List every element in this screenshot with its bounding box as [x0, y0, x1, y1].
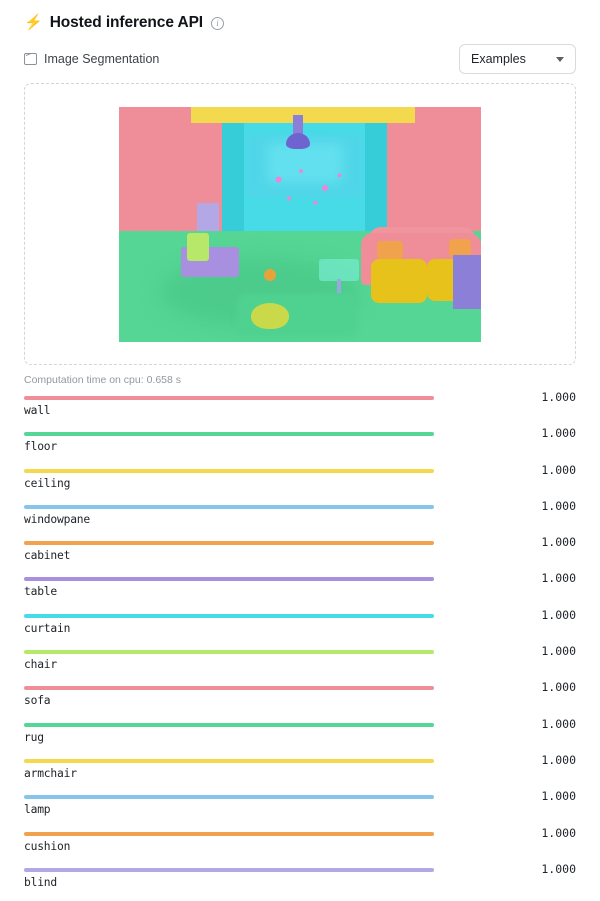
result-score: 1.000 — [541, 789, 576, 804]
score-bar — [24, 759, 434, 763]
result-score: 1.000 — [541, 716, 576, 731]
segmentation-preview-image — [119, 107, 481, 342]
result-label: wall — [24, 404, 51, 417]
info-icon[interactable]: i — [211, 17, 224, 30]
task-bar — [24, 44, 576, 74]
result-score: 1.000 — [541, 390, 576, 404]
list-item — [24, 426, 576, 465]
score-bar — [24, 868, 434, 872]
result-score: 1.000 — [541, 462, 576, 477]
result-score: 1.000 — [541, 752, 576, 767]
score-bar — [24, 541, 434, 545]
result-label: cushion — [24, 839, 71, 853]
result-score: 1.000 — [541, 680, 576, 695]
list-item — [24, 716, 576, 756]
result-score: 1.000 — [541, 644, 576, 659]
list-item — [24, 789, 576, 828]
score-bar — [24, 723, 434, 727]
computation-time: Computation time on cpu: 0.658 s — [24, 374, 182, 386]
list-item — [24, 498, 576, 538]
page-header — [24, 0, 576, 34]
image-segmentation-icon — [24, 53, 37, 65]
list-item — [24, 861, 576, 901]
result-score: 1.000 — [541, 426, 576, 441]
list-item — [24, 607, 576, 647]
result-score: 1.000 — [541, 607, 576, 622]
score-bar — [24, 686, 434, 690]
result-label: table — [24, 585, 58, 599]
list-item — [24, 825, 576, 865]
list-item — [24, 535, 576, 574]
result-score: 1.000 — [541, 825, 576, 840]
bolt-icon: ⚡ — [24, 13, 43, 31]
result-label: armchair — [24, 766, 77, 780]
result-score: 1.000 — [541, 535, 576, 550]
score-bar — [24, 795, 434, 799]
score-bar — [24, 832, 434, 836]
result-label: ceiling — [24, 476, 71, 490]
examples-label: Examples — [471, 52, 526, 66]
image-dropzone[interactable] — [24, 83, 576, 365]
list-item — [24, 644, 576, 683]
list-item — [24, 462, 576, 502]
result-label: cabinet — [24, 549, 71, 563]
result-label: blind — [24, 875, 58, 889]
examples-dropdown[interactable] — [459, 44, 576, 74]
result-score: 1.000 — [541, 498, 576, 513]
page-title: Hosted inference API — [49, 14, 204, 31]
list-item — [24, 390, 576, 429]
score-bar — [24, 650, 434, 654]
result-label: rug — [24, 730, 44, 744]
result-label: curtain — [24, 621, 71, 635]
result-label: sofa — [24, 694, 51, 708]
score-bar — [24, 505, 434, 509]
list-item — [24, 752, 576, 792]
score-bar — [24, 614, 434, 618]
chevron-down-icon — [556, 57, 564, 62]
result-score: 1.000 — [541, 571, 576, 586]
score-bar — [24, 577, 434, 581]
results-list — [24, 390, 576, 901]
result-score: 1.000 — [541, 861, 576, 876]
result-label: lamp — [24, 803, 51, 817]
score-bar — [24, 396, 434, 400]
task-type — [24, 52, 159, 66]
list-item — [24, 571, 576, 610]
result-label: windowpane — [24, 512, 91, 526]
score-bar — [24, 432, 434, 436]
result-label: chair — [24, 658, 58, 672]
list-item — [24, 680, 576, 719]
score-bar — [24, 469, 434, 473]
result-label: floor — [24, 440, 58, 454]
task-label: Image Segmentation — [44, 52, 160, 66]
